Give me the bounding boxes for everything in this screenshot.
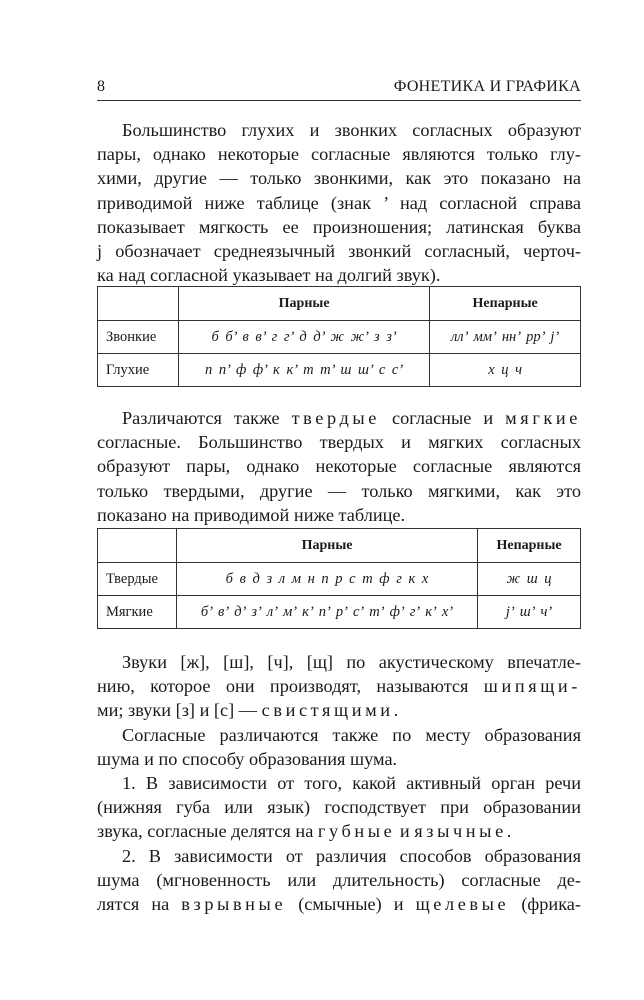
text-line bbox=[97, 142, 581, 166]
table-cell: б’ в’ д’ з’ л’ м’ к’ п’ р’ с’ т’ ф’ г’ к’ х’ bbox=[176, 596, 477, 629]
hardness-table bbox=[97, 528, 581, 629]
table-header-row bbox=[98, 529, 581, 563]
table-cell: j’ ш’ ч’ bbox=[478, 596, 581, 629]
text-run: Звуки [ж], [ш], [ч], [щ] по акустическому впечатле- bbox=[122, 652, 581, 672]
text-run: шума (мгновенность или длительность) согласные де- bbox=[97, 869, 581, 890]
text-line bbox=[97, 406, 581, 430]
spaced-term: мягкие bbox=[505, 408, 581, 428]
text-line bbox=[97, 819, 581, 843]
text-run: только твердыми, другие — только мягкими, как это bbox=[97, 480, 581, 501]
text-run: приводимой ниже таблице (знак ’ над согласной справа bbox=[97, 192, 581, 213]
text-line bbox=[97, 215, 581, 239]
column-header bbox=[98, 529, 177, 563]
text-run: (фрика- bbox=[509, 893, 581, 914]
text-run: j обозначает среднеязычный звонкий согласный, черточ- bbox=[97, 240, 581, 261]
text-line bbox=[97, 118, 581, 142]
text-run: согласные и bbox=[380, 408, 506, 428]
running-header bbox=[97, 78, 581, 101]
text-line bbox=[97, 771, 581, 795]
text-line bbox=[97, 239, 581, 263]
text-run: образуют пары, однако некоторые согласные являются bbox=[97, 456, 581, 477]
table-row bbox=[98, 321, 581, 354]
column-header: Парные bbox=[178, 287, 429, 321]
table-cell: ж ш ц bbox=[478, 563, 581, 596]
text-line bbox=[97, 503, 581, 527]
spaced-term: щелевые bbox=[415, 893, 510, 914]
text-run: звука, согласные делятся на bbox=[97, 821, 318, 842]
text-block-3 bbox=[97, 650, 581, 916]
text-line bbox=[97, 454, 581, 478]
text-run: шума и по способу образования шума. bbox=[97, 748, 398, 769]
text-run: (нижняя губа или язык) господствует при образовании bbox=[97, 797, 581, 818]
text-run: Согласные различаются также по месту образования bbox=[122, 724, 581, 745]
running-title: ФОНЕТИКА И ГРАФИКА bbox=[393, 78, 581, 95]
column-header: Непарные bbox=[430, 287, 581, 321]
text-run: пары, однако некоторые согласные являются только глу- bbox=[97, 144, 581, 165]
column-header: Парные bbox=[176, 529, 477, 563]
text-run: ми; звуки [з] и [с] — bbox=[97, 700, 262, 721]
text-run: Различаются также bbox=[122, 408, 292, 428]
text-line bbox=[97, 479, 581, 503]
voicing-table bbox=[97, 286, 581, 387]
row-label: Звонкие bbox=[98, 321, 179, 354]
table-cell: лл’ мм’ нн’ рр’ j’ bbox=[430, 321, 581, 354]
text-block-1 bbox=[97, 118, 581, 287]
spaced-term: язычные. bbox=[414, 821, 515, 842]
text-line bbox=[97, 698, 581, 722]
table-cell: б в д з л м н п р с т ф г к х bbox=[176, 563, 477, 596]
text-run: показывает мягкость ее произношения; латинская буква bbox=[97, 216, 581, 237]
spaced-term: губные bbox=[317, 821, 396, 842]
text-run: согласные. Большинство твердых и мягких согласных bbox=[97, 432, 581, 453]
text-run: Большинство глухих и звонких согласных образуют bbox=[122, 120, 581, 140]
text-run: показано на приводимой ниже таблице. bbox=[97, 504, 406, 525]
text-line bbox=[97, 650, 581, 674]
text-line bbox=[97, 263, 581, 287]
spaced-term: шипящи- bbox=[483, 676, 581, 697]
text-block-2 bbox=[97, 406, 581, 527]
page-number: 8 bbox=[97, 78, 105, 95]
spaced-term: взрывные bbox=[181, 893, 287, 914]
text-run: 1. В зависимости от того, какой активный орган речи bbox=[122, 772, 581, 793]
column-header bbox=[98, 287, 179, 321]
column-header: Непарные bbox=[478, 529, 581, 563]
text-line bbox=[97, 795, 581, 819]
text-run: лятся на bbox=[97, 893, 182, 914]
text-run: ка над согласной указывает на долгий звук). bbox=[97, 265, 441, 286]
table-cell: п п’ ф ф’ к к’ т т’ ш ш’ с с’ bbox=[178, 354, 429, 387]
text-line bbox=[97, 166, 581, 190]
text-line bbox=[97, 892, 581, 916]
spaced-term: свистящими. bbox=[261, 700, 402, 721]
table-row bbox=[98, 563, 581, 596]
text-line bbox=[97, 430, 581, 454]
row-label: Глухие bbox=[98, 354, 179, 387]
text-run: хими, другие — только звонкими, как это показано на bbox=[97, 168, 581, 189]
text-line bbox=[97, 191, 581, 215]
text-line bbox=[97, 723, 581, 747]
text-run: 2. В зависимости от различия способов образования bbox=[122, 845, 581, 866]
table-row bbox=[98, 596, 581, 629]
table-cell: х ц ч bbox=[430, 354, 581, 387]
text-line bbox=[97, 844, 581, 868]
text-line bbox=[97, 747, 581, 771]
table-row bbox=[98, 354, 581, 387]
table-header-row bbox=[98, 287, 581, 321]
table-cell: б б’ в в’ г г’ д д’ ж ж’ з з’ bbox=[178, 321, 429, 354]
text-run: и bbox=[395, 821, 415, 842]
text-line bbox=[97, 868, 581, 892]
text-run: нию, которое они производят, называются bbox=[97, 676, 484, 697]
spaced-term: твердые bbox=[291, 408, 381, 428]
text-run: (смычные) и bbox=[286, 893, 416, 914]
text-line bbox=[97, 674, 581, 698]
row-label: Мягкие bbox=[98, 596, 177, 629]
row-label: Твердые bbox=[98, 563, 177, 596]
